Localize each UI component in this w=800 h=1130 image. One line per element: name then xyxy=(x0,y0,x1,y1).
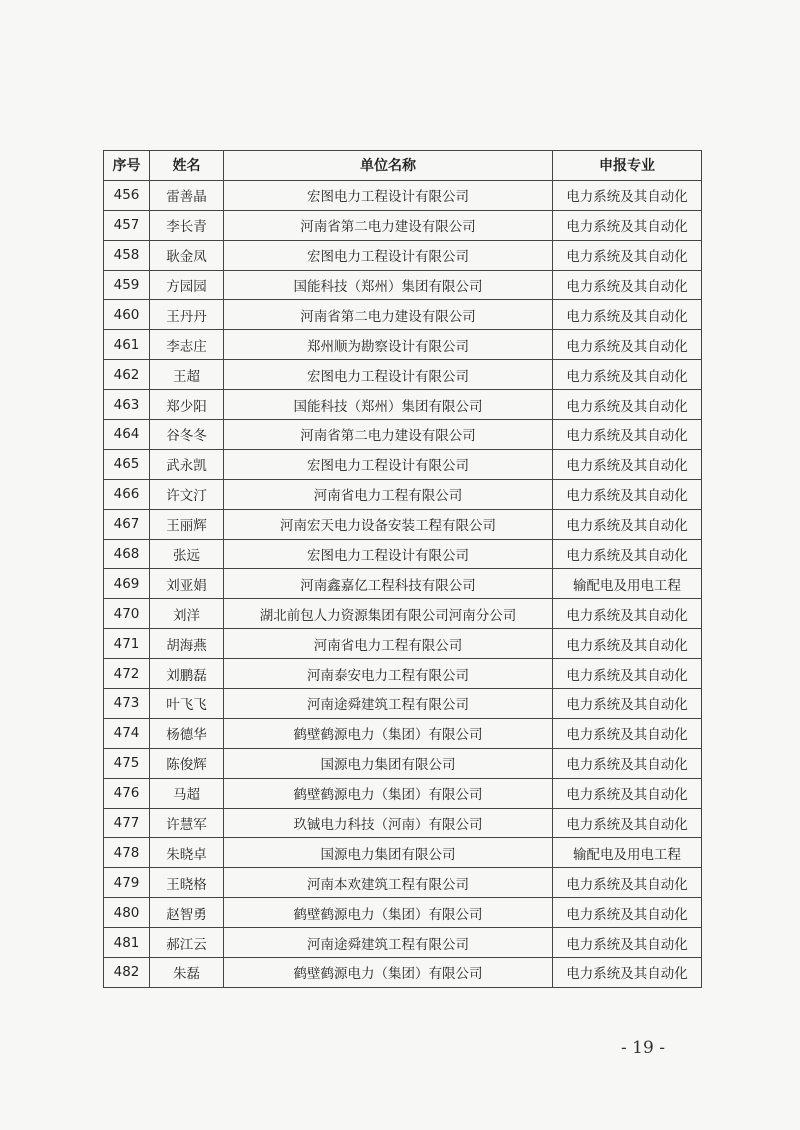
cell-name: 李志庄 xyxy=(150,330,224,360)
table-row xyxy=(104,778,702,808)
table-row xyxy=(104,420,702,450)
cell-organization: 玖铖电力科技（河南）有限公司 xyxy=(224,808,553,838)
cell-name: 谷冬冬 xyxy=(150,420,224,450)
cell-seq: 478 xyxy=(104,838,150,868)
cell-major: 电力系统及其自动化 xyxy=(553,420,702,450)
cell-major: 电力系统及其自动化 xyxy=(553,958,702,988)
table-row xyxy=(104,718,702,748)
cell-seq: 468 xyxy=(104,539,150,569)
cell-major: 电力系统及其自动化 xyxy=(553,240,702,270)
cell-seq: 464 xyxy=(104,420,150,450)
cell-name: 武永凯 xyxy=(150,449,224,479)
cell-seq: 457 xyxy=(104,210,150,240)
cell-seq: 475 xyxy=(104,748,150,778)
cell-seq: 469 xyxy=(104,569,150,599)
cell-organization: 河南省电力工程有限公司 xyxy=(224,629,553,659)
cell-name: 胡海燕 xyxy=(150,629,224,659)
cell-name: 王丽辉 xyxy=(150,509,224,539)
applicant-table xyxy=(103,150,702,988)
cell-organization: 郑州顺为勘察设计有限公司 xyxy=(224,330,553,360)
cell-name: 马超 xyxy=(150,778,224,808)
cell-organization: 河南省电力工程有限公司 xyxy=(224,479,553,509)
cell-organization: 宏图电力工程设计有限公司 xyxy=(224,180,553,210)
cell-name: 刘洋 xyxy=(150,599,224,629)
header-organization: 单位名称 xyxy=(224,151,553,181)
cell-organization: 河南省第二电力建设有限公司 xyxy=(224,300,553,330)
cell-seq: 481 xyxy=(104,928,150,958)
header-seq: 序号 xyxy=(104,151,150,181)
cell-major: 电力系统及其自动化 xyxy=(553,659,702,689)
cell-name: 王晓格 xyxy=(150,868,224,898)
cell-major: 电力系统及其自动化 xyxy=(553,270,702,300)
table-row xyxy=(104,898,702,928)
table-row xyxy=(104,808,702,838)
cell-name: 方园园 xyxy=(150,270,224,300)
cell-major: 电力系统及其自动化 xyxy=(553,509,702,539)
header-major: 申报专业 xyxy=(553,151,702,181)
table-row xyxy=(104,689,702,719)
cell-major: 电力系统及其自动化 xyxy=(553,479,702,509)
cell-organization: 河南鑫嘉亿工程科技有限公司 xyxy=(224,569,553,599)
table-row xyxy=(104,210,702,240)
cell-seq: 476 xyxy=(104,778,150,808)
cell-name: 李长青 xyxy=(150,210,224,240)
cell-seq: 461 xyxy=(104,330,150,360)
table-row xyxy=(104,240,702,270)
table-row xyxy=(104,509,702,539)
cell-major: 电力系统及其自动化 xyxy=(553,808,702,838)
cell-major: 电力系统及其自动化 xyxy=(553,689,702,719)
table-row xyxy=(104,330,702,360)
cell-organization: 国源电力集团有限公司 xyxy=(224,748,553,778)
table-row xyxy=(104,270,702,300)
header-name: 姓名 xyxy=(150,151,224,181)
cell-major: 电力系统及其自动化 xyxy=(553,360,702,390)
cell-seq: 460 xyxy=(104,300,150,330)
cell-organization: 鹤壁鹤源电力（集团）有限公司 xyxy=(224,898,553,928)
table-row xyxy=(104,569,702,599)
cell-name: 刘亚娟 xyxy=(150,569,224,599)
cell-name: 刘鹏磊 xyxy=(150,659,224,689)
cell-organization: 河南途舜建筑工程有限公司 xyxy=(224,928,553,958)
table-row xyxy=(104,868,702,898)
table-header-row xyxy=(104,151,702,181)
cell-organization: 国能科技（郑州）集团有限公司 xyxy=(224,390,553,420)
cell-seq: 463 xyxy=(104,390,150,420)
cell-major: 电力系统及其自动化 xyxy=(553,180,702,210)
cell-seq: 479 xyxy=(104,868,150,898)
cell-seq: 482 xyxy=(104,958,150,988)
table-row xyxy=(104,958,702,988)
cell-major: 电力系统及其自动化 xyxy=(553,539,702,569)
cell-major: 电力系统及其自动化 xyxy=(553,599,702,629)
cell-seq: 477 xyxy=(104,808,150,838)
cell-organization: 国能科技（郑州）集团有限公司 xyxy=(224,270,553,300)
cell-organization: 河南本欢建筑工程有限公司 xyxy=(224,868,553,898)
cell-name: 陈俊辉 xyxy=(150,748,224,778)
cell-seq: 465 xyxy=(104,449,150,479)
cell-major: 电力系统及其自动化 xyxy=(553,330,702,360)
cell-name: 赵智勇 xyxy=(150,898,224,928)
table-row xyxy=(104,838,702,868)
table-row xyxy=(104,180,702,210)
cell-name: 杨德华 xyxy=(150,718,224,748)
cell-major: 输配电及用电工程 xyxy=(553,838,702,868)
cell-seq: 462 xyxy=(104,360,150,390)
cell-organization: 宏图电力工程设计有限公司 xyxy=(224,240,553,270)
cell-name: 许慧军 xyxy=(150,808,224,838)
table-row xyxy=(104,629,702,659)
cell-major: 电力系统及其自动化 xyxy=(553,629,702,659)
cell-name: 许文汀 xyxy=(150,479,224,509)
cell-major: 电力系统及其自动化 xyxy=(553,898,702,928)
cell-seq: 467 xyxy=(104,509,150,539)
cell-organization: 宏图电力工程设计有限公司 xyxy=(224,539,553,569)
cell-organization: 河南省第二电力建设有限公司 xyxy=(224,210,553,240)
cell-name: 朱磊 xyxy=(150,958,224,988)
cell-organization: 河南宏天电力设备安装工程有限公司 xyxy=(224,509,553,539)
cell-seq: 458 xyxy=(104,240,150,270)
cell-seq: 480 xyxy=(104,898,150,928)
cell-name: 雷善晶 xyxy=(150,180,224,210)
table-row xyxy=(104,659,702,689)
cell-name: 叶飞飞 xyxy=(150,689,224,719)
cell-name: 耿金凤 xyxy=(150,240,224,270)
cell-name: 朱晓卓 xyxy=(150,838,224,868)
cell-major: 电力系统及其自动化 xyxy=(553,210,702,240)
cell-major: 电力系统及其自动化 xyxy=(553,390,702,420)
table-row xyxy=(104,539,702,569)
cell-major: 输配电及用电工程 xyxy=(553,569,702,599)
cell-seq: 472 xyxy=(104,659,150,689)
table-row xyxy=(104,449,702,479)
cell-seq: 456 xyxy=(104,180,150,210)
cell-organization: 宏图电力工程设计有限公司 xyxy=(224,360,553,390)
table-row xyxy=(104,390,702,420)
table-row xyxy=(104,748,702,778)
cell-organization: 国源电力集团有限公司 xyxy=(224,838,553,868)
cell-major: 电力系统及其自动化 xyxy=(553,300,702,330)
cell-organization: 河南途舜建筑工程有限公司 xyxy=(224,689,553,719)
table-row xyxy=(104,300,702,330)
table-row xyxy=(104,599,702,629)
cell-organization: 鹤壁鹤源电力（集团）有限公司 xyxy=(224,958,553,988)
cell-organization: 鹤壁鹤源电力（集团）有限公司 xyxy=(224,778,553,808)
page-number: - 19 - xyxy=(621,1038,665,1058)
cell-name: 王超 xyxy=(150,360,224,390)
table-row xyxy=(104,928,702,958)
cell-name: 张远 xyxy=(150,539,224,569)
cell-organization: 河南省第二电力建设有限公司 xyxy=(224,420,553,450)
cell-name: 郝江云 xyxy=(150,928,224,958)
cell-organization: 河南泰安电力工程有限公司 xyxy=(224,659,553,689)
cell-seq: 471 xyxy=(104,629,150,659)
cell-name: 郑少阳 xyxy=(150,390,224,420)
cell-organization: 湖北前包人力资源集团有限公司河南分公司 xyxy=(224,599,553,629)
cell-name: 王丹丹 xyxy=(150,300,224,330)
table-row xyxy=(104,479,702,509)
cell-major: 电力系统及其自动化 xyxy=(553,778,702,808)
cell-seq: 470 xyxy=(104,599,150,629)
cell-major: 电力系统及其自动化 xyxy=(553,748,702,778)
cell-major: 电力系统及其自动化 xyxy=(553,928,702,958)
cell-seq: 466 xyxy=(104,479,150,509)
cell-major: 电力系统及其自动化 xyxy=(553,718,702,748)
cell-seq: 474 xyxy=(104,718,150,748)
table-body xyxy=(104,180,702,987)
cell-seq: 473 xyxy=(104,689,150,719)
table-row xyxy=(104,360,702,390)
cell-organization: 宏图电力工程设计有限公司 xyxy=(224,449,553,479)
cell-seq: 459 xyxy=(104,270,150,300)
cell-major: 电力系统及其自动化 xyxy=(553,449,702,479)
cell-organization: 鹤壁鹤源电力（集团）有限公司 xyxy=(224,718,553,748)
cell-major: 电力系统及其自动化 xyxy=(553,868,702,898)
